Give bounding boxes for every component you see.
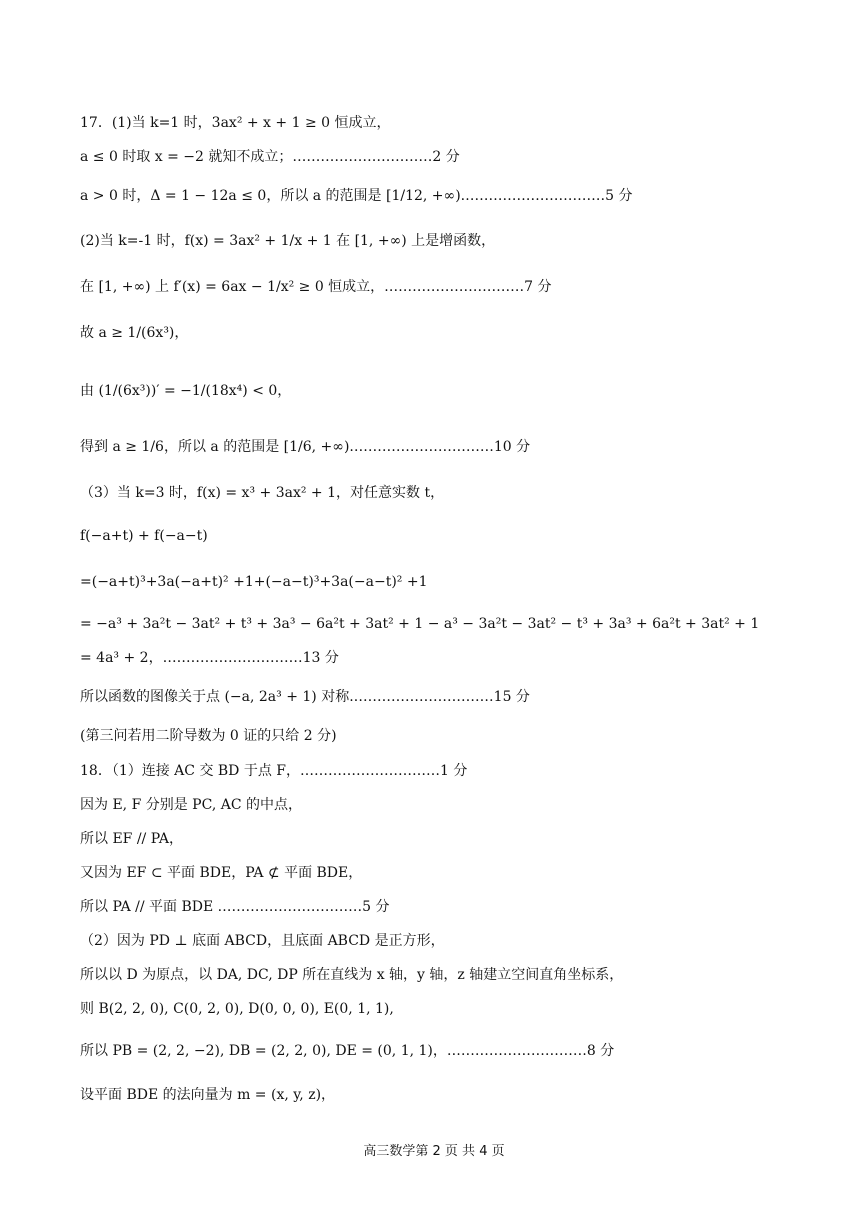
line-18-2: 因为 E, F 分别是 PC, AC 的中点， (80, 797, 302, 813)
line-17-6: 故 a ≥ 1/(6x³)， (80, 325, 189, 341)
line-17-12: = −a³ + 3a²t − 3at² + t³ + 3a³ − 6a²t + 3at² + 1 − a³ − 3a²t − 3at² − t³ + 3a³ + 6a²t + 3at² + 1 (80, 616, 760, 632)
line-18-1: 18．（1）连接 AC 交 BD 于点 F，…………………………1 分 (80, 763, 468, 779)
line-17-note: (第三问若用二阶导数为 0 证的只给 2 分) (80, 728, 337, 744)
line-17-1: 17．(1)当 k=1 时，3ax² + x + 1 ≥ 0 恒成立， (80, 115, 391, 131)
line-18-10: 设平面 BDE 的法向量为 m = (x, y, z)， (80, 1087, 336, 1103)
line-18-4: 又因为 EF ⊂ 平面 BDE，PA ⊄ 平面 BDE， (80, 865, 363, 881)
line-18-8: 则 B(2, 2, 0), C(0, 2, 0), D(0, 0, 0), E(0, 1, 1), (80, 1001, 394, 1017)
line-17-10: f(−a+t) + f(−a−t) (80, 528, 208, 544)
line-17-8: 得到 a ≥ 1/6，所以 a 的范围是 [1/6, +∞).…………………………10 分 (80, 439, 531, 455)
line-18-3: 所以 EF // PA， (80, 831, 183, 847)
line-18-9: 所以 PB = (2, 2, −2), DB = (2, 2, 0), DE = (0, 1, 1)，…………………………8 分 (80, 1043, 615, 1059)
line-17-14: 所以函数的图像关于点 (−a, 2a³ + 1) 对称.…………………………15 分 (80, 689, 530, 705)
line-17-13: = 4a³ + 2，…………………………13 分 (80, 650, 339, 666)
line-17-9: （3）当 k=3 时，f(x) = x³ + 3ax² + 1，对任意实数 t， (80, 485, 445, 501)
line-18-5: 所以 PA // 平面 BDE .…………………………5 分 (80, 899, 390, 915)
line-17-11: =(−a+t)³+3a(−a+t)² +1+(−a−t)³+3a(−a−t)² +1 (80, 574, 428, 590)
line-17-5: 在 [1, +∞) 上 f′(x) = 6ax − 1/x² ≥ 0 恒成立，…………………………7 分 (80, 279, 552, 295)
line-17-7: 由 (1/(6x³))′ = −1/(18x⁴) < 0， (80, 383, 292, 399)
page-footer: 高三数学第 2 页 共 4 页 (363, 1144, 505, 1159)
line-17-2: a ≤ 0 时取 x = −2 就知不成立；…………………………2 分 (80, 149, 460, 165)
line-17-4: (2)当 k=-1 时，f(x) = 3ax² + 1/x + 1 在 [1, +∞) 上是增函数， (80, 233, 496, 249)
line-17-3: a > 0 时，Δ = 1 − 12a ≤ 0，所以 a 的范围是 [1/12, +∞).…………………………5 分 (80, 188, 633, 204)
line-18-7: 所以以 D 为原点，以 DA, DC, DP 所在直线为 x 轴，y 轴，z 轴建立空间直角坐标系， (80, 967, 624, 983)
line-18-6: （2）因为 PD ⊥ 底面 ABCD，且底面 ABCD 是正方形， (80, 933, 445, 949)
